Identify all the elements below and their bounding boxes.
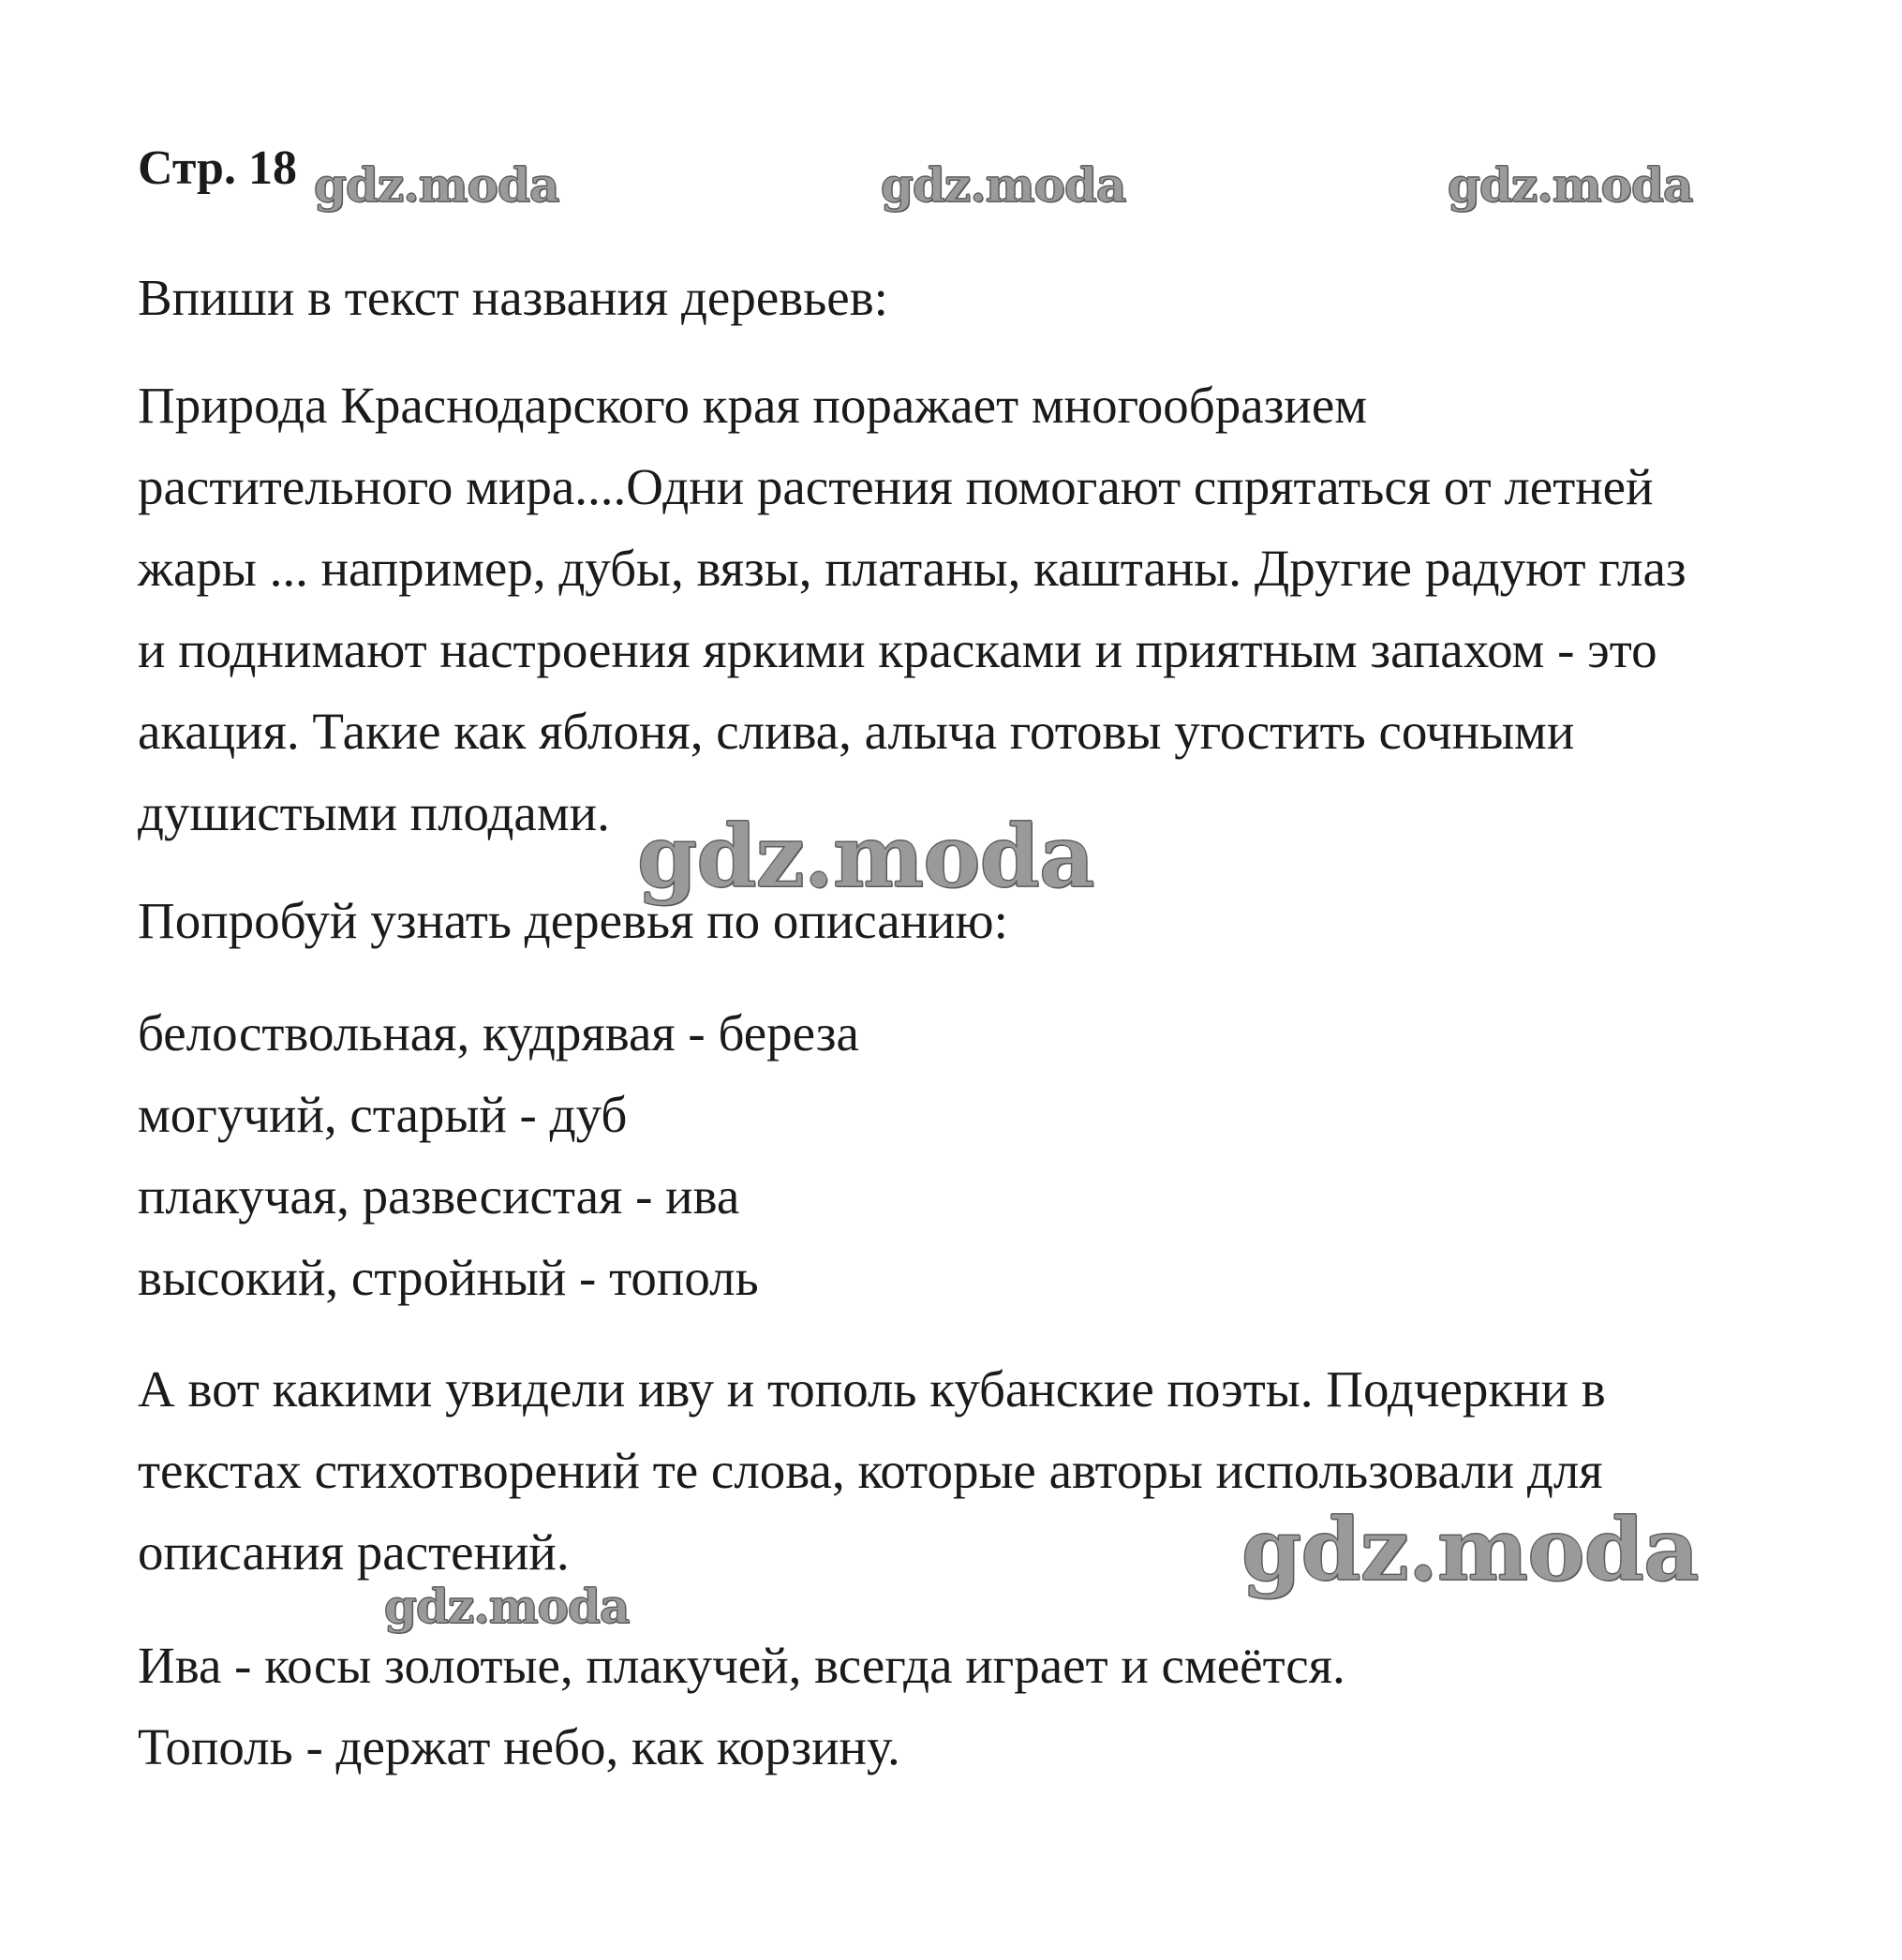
- task1-text-line: Природа Краснодарского края поражает многообразием: [138, 377, 1368, 434]
- task1-text-line: душистыми плодами.: [138, 784, 610, 841]
- task1-text-line: акация. Такие как яблоня, слива, алыча готовы угостить сочными: [138, 703, 1575, 760]
- task2-answer: могучий, старый - дуб: [138, 1086, 628, 1143]
- task2-answer: белоствольная, кудрявая - береза: [138, 1004, 859, 1062]
- task1-text-line: жары ... например, дубы, вязы, платаны, каштаны. Другие радуют глаз: [138, 540, 1687, 597]
- watermark: gdz.moda: [314, 157, 559, 213]
- task3-text-line: описания растений.: [138, 1523, 570, 1581]
- task1-text-line: и поднимают настроения яркими красками и приятным запахом - это: [138, 621, 1657, 678]
- watermark: gdz.moda: [637, 806, 1094, 907]
- task3-text-line: А вот какими увидели иву и тополь кубанские поэты. Подчеркни в: [138, 1360, 1606, 1418]
- task2-prompt: Попробуй узнать деревья по описанию:: [138, 892, 1008, 949]
- page-number: Стр. 18: [138, 141, 297, 195]
- task1-text-line: растительного мира....Одни растения помогают спрятаться от летней: [138, 458, 1654, 515]
- task2-answer: плакучая, развесистая - ива: [138, 1167, 740, 1225]
- task3-text-line: текстах стихотворений те слова, которые авторы использовали для: [138, 1442, 1603, 1499]
- watermark: gdz.moda: [1448, 157, 1693, 213]
- task3-answer: Ива - косы золотые, плакучей, всегда играет и смеётся.: [138, 1637, 1345, 1694]
- task2-answer: высокий, стройный - тополь: [138, 1249, 759, 1306]
- task3-answer: Тополь - держат небо, как корзину.: [138, 1718, 900, 1775]
- watermark: gdz.moda: [1241, 1499, 1699, 1600]
- watermark: gdz.moda: [881, 157, 1126, 213]
- task1-prompt: Впиши в текст названия деревьев:: [138, 269, 888, 326]
- watermark: gdz.moda: [384, 1579, 630, 1634]
